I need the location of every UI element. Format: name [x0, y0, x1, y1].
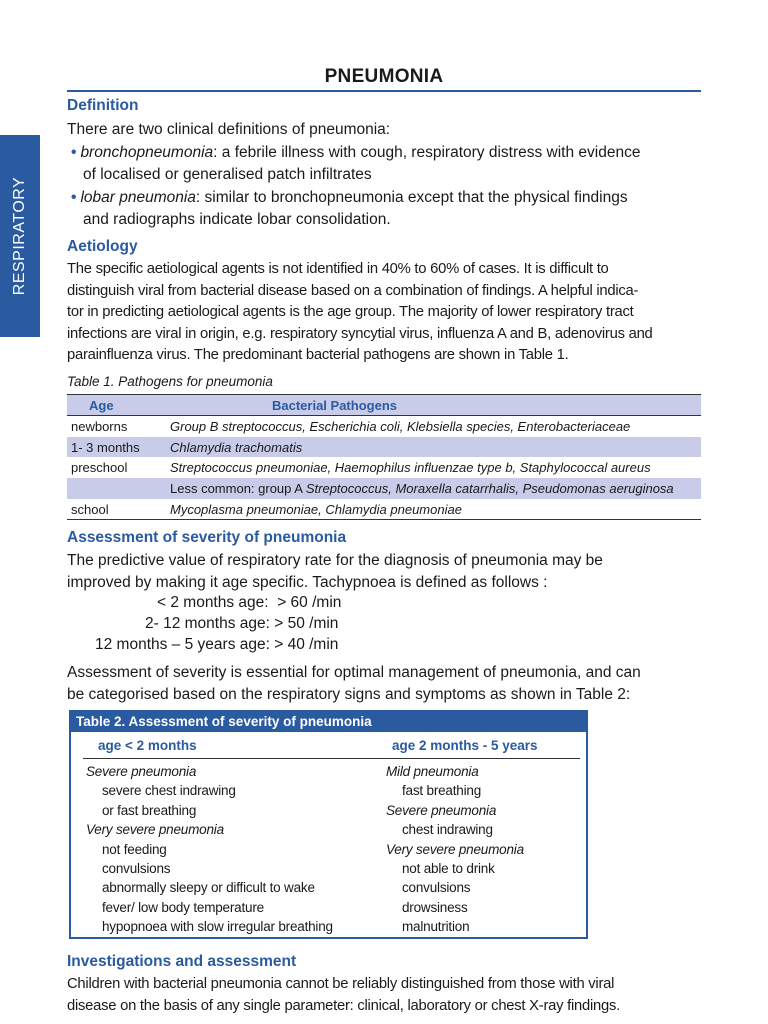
paragraph-line: The specific aetiological agents is not identified in 40% to 60% of cases. It is difficult to	[67, 261, 609, 277]
table-row	[67, 457, 701, 478]
column-header-pathogens: Bacterial Pathogens	[170, 395, 701, 416]
paragraph-line: improved by making it age specific. Tachypnoea is defined as follows :	[67, 573, 548, 591]
definition-bullet	[71, 142, 701, 186]
pathogens-text: Streptococcus, Moraxella catarrhalis, Pseudomonas aeruginosa	[305, 480, 674, 496]
under-2-months-list	[86, 762, 333, 937]
sign-item: drowsiness	[402, 899, 468, 915]
pathogens-text: Mycoplasma pneumoniae, Chlamydia pneumoniae	[170, 501, 462, 517]
column-header-under-2-months: age < 2 months	[98, 738, 197, 753]
age-cell	[67, 478, 170, 499]
aetiology-heading: Aetiology	[67, 238, 138, 255]
paragraph-line: Children with bacterial pneumonia cannot be reliably distinguished from those with viral	[67, 976, 615, 992]
pathogens-cell	[170, 437, 701, 458]
definition-heading: Definition	[67, 97, 139, 114]
investigations-heading: Investigations and assessment	[67, 953, 297, 970]
investigations-paragraph	[67, 974, 707, 1017]
definition-intro: There are two clinical definitions of pneumonia:	[67, 121, 391, 138]
severity-heading: Assessment of severity of pneumonia	[67, 529, 347, 546]
sign-item: abnormally sleepy or difficult to wake	[102, 880, 315, 896]
sign-item: convulsions	[402, 880, 471, 896]
paragraph-line: parainfluenza virus. The predominant bacterial pathogens are shown in Table 1.	[67, 347, 569, 363]
2-months-5-years-list	[386, 762, 524, 937]
table-row	[67, 499, 701, 520]
column-header-age: Age	[67, 395, 170, 416]
sign-item: convulsions	[102, 861, 171, 877]
rate-line: 2- 12 months age: > 50 /min	[145, 615, 339, 632]
sign-item: fever/ low body temperature	[102, 899, 264, 915]
paragraph-line: infections are viral in origin, e.g. respiratory syncytial virus, influenza A and B, adenovirus and	[67, 325, 653, 342]
section-tab-label: RESPIRATORY	[11, 176, 28, 296]
sign-item: severe chest indrawing	[102, 783, 236, 799]
bullet-icon: •	[71, 189, 77, 206]
age-cell: school	[67, 499, 170, 520]
paragraph-line: tor in predicting aetiological agents is the age group. The majority of lower respiratory tract	[67, 304, 634, 320]
pathogens-text: Streptococcus pneumoniae, Haemophilus influenzae type b, Staphylococcal aureus	[170, 460, 651, 476]
severity-table-title: Table 2. Assessment of severity of pneumonia	[71, 712, 586, 732]
pathogens-text: Chlamydia trachomatis	[170, 439, 303, 455]
pathogens-table	[67, 394, 701, 520]
table-header-row	[67, 395, 701, 416]
paragraph-line: be categorised based on the respiratory signs and symptoms as shown in Table 2:	[67, 685, 631, 703]
section-tab	[0, 135, 40, 337]
severity-category: Severe pneumonia	[386, 802, 497, 818]
pathogens-cell	[170, 478, 701, 499]
paragraph-line: disease on the basis of any single parameter: clinical, laboratory or chest X-ray findings.	[67, 997, 620, 1014]
table-row	[67, 478, 701, 499]
sign-item: or fast breathing	[102, 802, 197, 818]
title-rule	[67, 90, 701, 92]
age-cell: preschool	[71, 460, 128, 476]
column-header-2-months-5-years: age 2 months - 5 years	[392, 738, 538, 753]
bullet-term: bronchopneumonia	[80, 144, 214, 161]
paragraph-line: distinguish viral from bacterial disease based on a combination of findings. A helpful indica-	[67, 282, 639, 299]
bullet-text-cont: of localised or generalised patch infiltrates	[83, 166, 372, 183]
paragraph-line: Assessment of severity is essential for optimal management of pneumonia, and can	[67, 664, 641, 681]
rate-line: < 2 months age: > 60 /min	[157, 594, 342, 611]
severity-paragraph	[67, 550, 707, 593]
pathogens-text: Group B streptococcus, Escherichia coli, Klebsiella species, Enterobacteriaceae	[170, 418, 631, 434]
pathogens-prefix: Less common: group A	[170, 480, 306, 496]
bullet-term: lobar pneumonia	[80, 189, 196, 206]
definition-bullet	[71, 187, 701, 231]
sign-item: malnutrition	[402, 919, 470, 935]
rate-line: 12 months – 5 years age: > 40 /min	[95, 636, 339, 653]
severity-category: Severe pneumonia	[86, 764, 197, 779]
table1-caption: Table 1. Pathogens for pneumonia	[67, 374, 273, 389]
bullet-text: : a febrile illness with cough, respiratory distress with evidence	[213, 144, 641, 161]
sign-item: not able to drink	[402, 861, 495, 877]
sign-item: fast breathing	[402, 783, 482, 799]
header-rule	[83, 758, 580, 759]
severity-table	[69, 710, 588, 939]
pathogens-cell	[170, 416, 701, 437]
table-row	[67, 437, 701, 458]
sign-item: chest indrawing	[402, 822, 493, 838]
bullet-text: : similar to bronchopneumonia except that the physical findings	[195, 189, 628, 206]
severity-paragraph-2	[67, 662, 707, 705]
bullet-text-cont: and radiographs indicate lobar consolidation.	[83, 211, 391, 228]
sign-item: hypopnoea with slow irregular breathing	[102, 919, 333, 935]
aetiology-paragraph	[67, 259, 707, 367]
pathogens-cell	[170, 457, 701, 478]
page-title: PNEUMONIA	[324, 66, 444, 87]
severity-category: Mild pneumonia	[386, 764, 479, 779]
pathogens-cell	[170, 499, 701, 520]
table-row	[67, 416, 701, 437]
severity-category: Very severe pneumonia	[386, 841, 524, 857]
age-cell: newborns	[71, 418, 128, 434]
sign-item: not feeding	[102, 841, 167, 857]
paragraph-line: The predictive value of respiratory rate for the diagnosis of pneumonia may be	[67, 552, 603, 569]
bullet-icon: •	[71, 144, 77, 161]
severity-category: Very severe pneumonia	[86, 822, 224, 838]
age-cell: 1- 3 months	[67, 437, 170, 458]
